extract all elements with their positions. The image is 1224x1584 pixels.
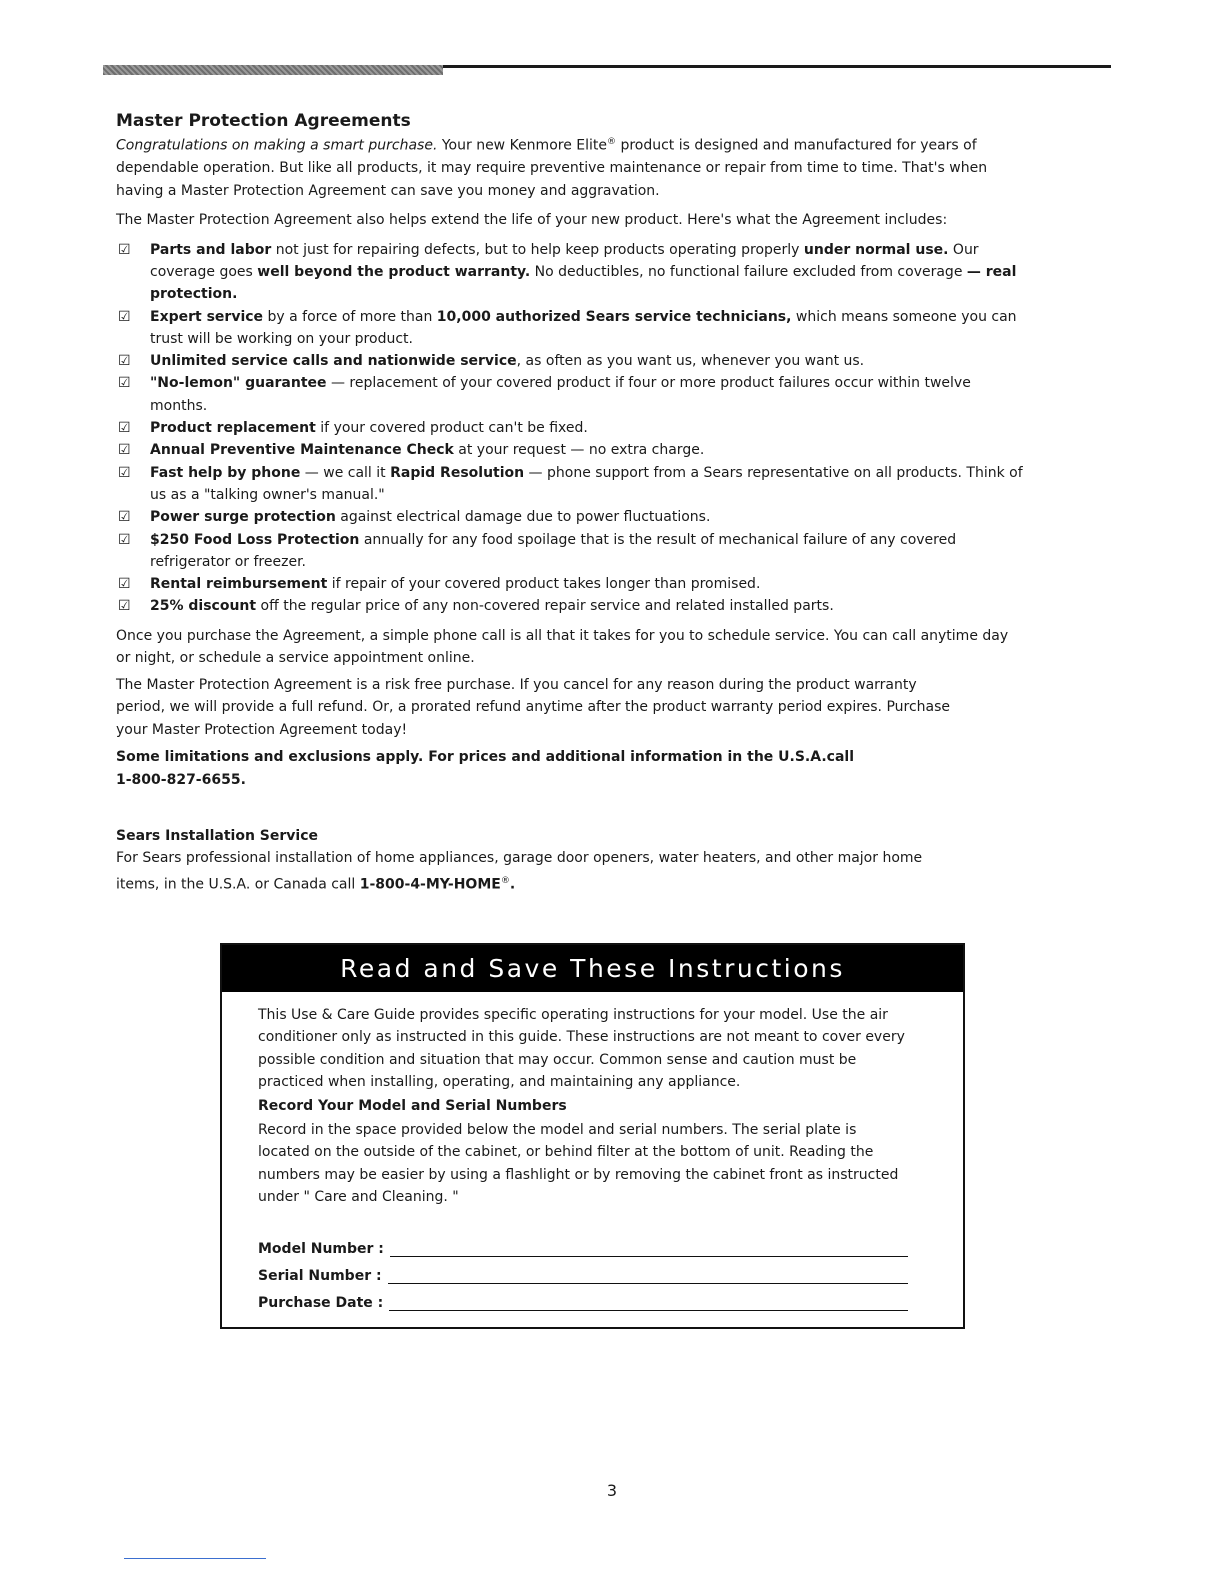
list-item: ☑ Annual Preventive Maintenance Check at your request — no extra charge.: [116, 439, 1026, 461]
list-item: ☑ "No-lemon" guarantee — replacement of your covered product if four or more product failures occur within twelve months.: [116, 372, 1026, 417]
purchase-date-line[interactable]: [389, 1292, 908, 1311]
footer-link-line: [124, 1558, 266, 1559]
section-title: Master Protection Agreements: [116, 111, 411, 131]
checkbox-icon: ☑: [118, 442, 131, 459]
record-fields: [258, 1230, 908, 1311]
checkbox-icon: ☑: [118, 353, 131, 370]
checkbox-icon: ☑: [118, 598, 131, 615]
instructions-paragraph: This Use & Care Guide provides specific operating instructions for your model. Use the air conditioner only as instructed in this guide. These instructions are not meant to cover every possible condition and situation that may occur. Common sense and caution must be practiced when installing, operating, and maintaining any appliance.: [258, 1007, 905, 1090]
installation-phone: 1-800-4-MY-HOME: [359, 876, 501, 893]
list-item: ☑ Product replacement if your covered product can't be fixed.: [116, 417, 1026, 439]
list-item: ☑ Expert service by a force of more than 10,000 authorized Sears service technicians, which means someone you can trust will be working on your product.: [116, 306, 1026, 351]
header-rule: [443, 65, 1111, 68]
instructions-box: [220, 943, 965, 1329]
checkbox-icon: ☑: [118, 576, 131, 593]
purchase-date-field: Purchase Date :: [258, 1284, 908, 1311]
checkbox-icon: ☑: [118, 375, 131, 392]
checkbox-icon: ☑: [118, 509, 131, 526]
page-number: 3: [606, 1481, 618, 1500]
checkbox-icon: ☑: [118, 531, 131, 548]
model-number-line[interactable]: [390, 1238, 908, 1257]
instructions-body: [258, 1004, 908, 1311]
master-protection-section: [116, 111, 1026, 791]
record-subheading: Record Your Model and Serial Numbers: [258, 1098, 567, 1115]
header-bar-shaded: [103, 65, 443, 75]
list-item: ☑ $250 Food Loss Protection annually for any food spoilage that is the result of mechanical failure of any covered refrigerator or freezer.: [116, 529, 1026, 574]
record-paragraph: Record in the space provided below the model and serial numbers. The serial plate is located on the outside of the cabinet, or behind filter at the bottom of unit. Reading the numbers may be easier by using a flashlight or by removing the cabinet front as instructed under " Care and Cleaning. ": [258, 1122, 899, 1206]
installation-section: [116, 825, 1026, 896]
benefits-list: [116, 239, 1026, 618]
checkbox-icon: ☑: [118, 308, 131, 325]
list-item: ☑ Parts and labor not just for repairing defects, but to help keep products operating properly under normal use. Our coverage goes well beyond the product warranty. No deductibles, no functional failure excluded from coverage — real protection.: [116, 239, 1026, 306]
model-number-field: Model Number :: [258, 1230, 908, 1257]
list-item: ☑ Fast help by phone — we call it Rapid Resolution — phone support from a Sears representative on all products. Think of us as a "talking owner's manual.": [116, 462, 1026, 507]
list-item: ☑ Unlimited service calls and nationwide service, as often as you want us, whenever you want us.: [116, 350, 1026, 372]
serial-number-line[interactable]: [388, 1265, 908, 1284]
checkbox-icon: ☑: [118, 420, 131, 437]
serial-number-field: Serial Number :: [258, 1257, 908, 1284]
list-item: ☑ Rental reimbursement if repair of your covered product takes longer than promised.: [116, 573, 1026, 595]
list-item: ☑ Power surge protection against electrical damage due to power fluctuations.: [116, 506, 1026, 528]
limitations-note: Some limitations and exclusions apply. For prices and additional information in the U.S.A.call 1-800-827-6655.: [116, 749, 855, 788]
list-item: ☑ 25% discount off the regular price of any non-covered repair service and related installed parts.: [116, 595, 1026, 617]
intro-paragraph: Congratulations on making a smart purchase. Your new Kenmore Elite® product is designed and manufactured for years of dependable operation. But like all products, it may require preventive maintenance or repair from time to time. That's when having a Master Protection Agreement can save you money and aggravation.: [116, 137, 988, 199]
includes-paragraph: The Master Protection Agreement also helps extend the life of your new product. Here's what the Agreement includes:: [116, 212, 948, 229]
purchase-paragraph: Once you purchase the Agreement, a simple phone call is all that it takes for you to schedule service. You can call anytime day or night, or schedule a service appointment online.: [116, 627, 1009, 667]
instructions-heading: Read and Save These Instructions: [222, 945, 963, 992]
refund-paragraph: The Master Protection Agreement is a risk free purchase. If you cancel for any reason during the product warranty period, we will provide a full refund. Or, a prorated refund anytime after the product warranty period expires. Purchase your Master Protection Agreement today!: [116, 676, 951, 738]
installation-text: For Sears professional installation of home appliances, garage door openers, water heaters, and other major home items, in the U.S.A. or Canada call 1-800-4-MY-HOME®.: [116, 850, 923, 893]
checkbox-icon: ☑: [118, 241, 131, 258]
checkbox-icon: ☑: [118, 464, 131, 481]
installation-title: Sears Installation Service: [116, 828, 318, 844]
